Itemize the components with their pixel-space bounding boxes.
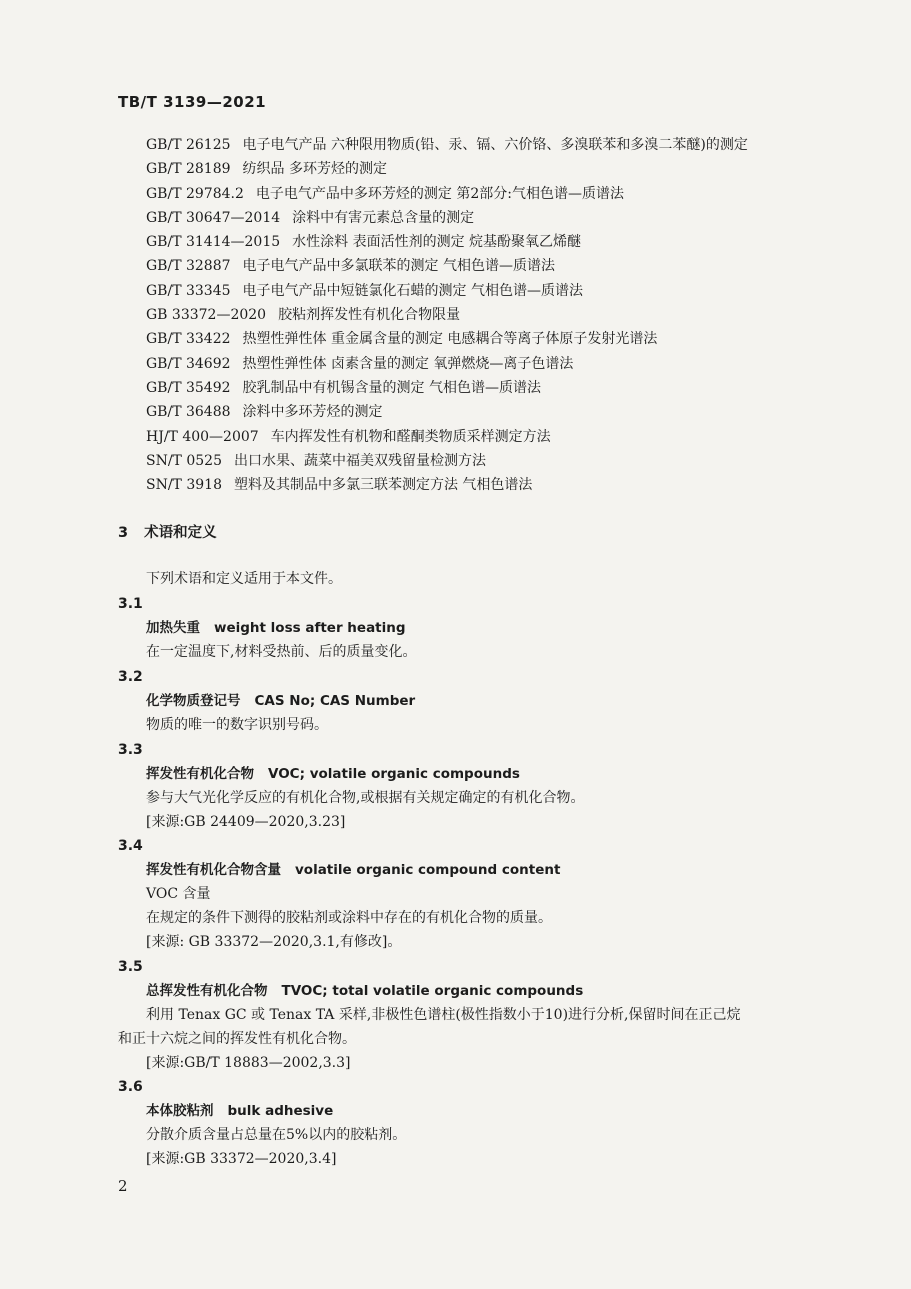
section-intro: 下列术语和定义适用于本文件。 — [146, 571, 342, 587]
term-name: 加热失重 weight loss after heating — [146, 620, 406, 636]
term-number: 3.4 — [118, 838, 143, 854]
reference-item: SN/T 0525 出口水果、蔬菜中福美双残留量检测方法 — [146, 452, 486, 469]
page-number: 2 — [118, 1177, 128, 1195]
reference-item: GB/T 33422 热塑性弹性体 重金属含量的测定 电感耦合等离子体原子发射光谱法 — [146, 331, 658, 348]
term-number: 3.3 — [118, 742, 143, 758]
term-alt-name: VOC 含量 — [146, 886, 211, 902]
reference-item: GB/T 34692 热塑性弹性体 卤素含量的测定 氧弹燃烧—离子色谱法 — [146, 355, 574, 372]
term-source: [来源: GB 33372—2020,3.1,有修改]。 — [146, 934, 402, 950]
term-definition: 参与大气光化学反应的有机化合物,或根据有关规定确定的有机化合物。 — [146, 790, 585, 806]
reference-item: HJ/T 400—2007 车内挥发性有机物和醛酮类物质采样测定方法 — [146, 428, 551, 445]
term-entry — [118, 955, 828, 1075]
term-name: 挥发性有机化合物含量 volatile organic compound content — [146, 862, 561, 878]
term-entry — [118, 1075, 828, 1171]
term-definition: 在一定温度下,材料受热前、后的质量变化。 — [146, 644, 417, 660]
term-definition-continued: 和正十六烷之间的挥发性有机化合物。 — [118, 1031, 356, 1047]
term-number: 3.1 — [118, 596, 143, 612]
reference-item: GB/T 36488 涂料中多环芳烃的测定 — [146, 404, 383, 421]
standard-code-header: TB/T 3139—2021 — [118, 93, 267, 111]
term-name: 总挥发性有机化合物 TVOC; total volatile organic compounds — [146, 983, 584, 999]
reference-item: GB/T 32887 电子电气产品中多氯联苯的测定 气相色谱—质谱法 — [146, 258, 555, 275]
term-number: 3.6 — [118, 1079, 143, 1095]
term-entry — [118, 665, 828, 737]
term-name: 挥发性有机化合物 VOC; volatile organic compounds — [146, 766, 520, 782]
term-definition: 分散介质含量占总量在5%以内的胶粘剂。 — [146, 1127, 407, 1143]
reference-item: GB 33372—2020 胶粘剂挥发性有机化合物限量 — [146, 307, 461, 324]
reference-item: GB/T 28189 纺织品 多环芳烃的测定 — [146, 161, 387, 178]
section-3-heading — [118, 521, 217, 542]
term-name: 化学物质登记号 CAS No; CAS Number — [146, 693, 416, 709]
term-definition: 物质的唯一的数字识别号码。 — [146, 717, 328, 733]
reference-item: GB/T 33345 电子电气产品中短链氯化石蜡的测定 气相色谱—质谱法 — [146, 282, 583, 299]
normative-references-list — [146, 133, 846, 497]
reference-item: GB/T 30647—2014 涂料中有害元素总含量的测定 — [146, 209, 475, 226]
term-source: [来源:GB 33372—2020,3.4] — [146, 1151, 337, 1167]
reference-item: GB/T 26125 电子电气产品 六种限用物质(铅、汞、镉、六价铬、多溴联苯和多溴二苯醚)的测定 — [146, 137, 748, 153]
term-name: 本体胶粘剂 bulk adhesive — [146, 1103, 334, 1119]
term-source: [来源:GB 24409—2020,3.23] — [146, 814, 346, 830]
reference-item: GB/T 29784.2 电子电气产品中多环芳烃的测定 第2部分:气相色谱—质谱法 — [146, 185, 624, 202]
term-definition: 在规定的条件下测得的胶粘剂或涂料中存在的有机化合物的质量。 — [146, 910, 552, 926]
term-entry — [118, 834, 828, 954]
section-number: 3 — [118, 525, 129, 541]
term-entry — [118, 592, 828, 664]
term-source: [来源:GB/T 18883—2002,3.3] — [146, 1055, 351, 1071]
term-definition: 利用 Tenax GC 或 Tenax TA 采样,非极性色谱柱(极性指数小于10)进行分析,保留时间在正己烷 — [146, 1007, 741, 1023]
term-number: 3.2 — [118, 669, 143, 685]
reference-item: GB/T 31414—2015 水性涂料 表面活性剂的测定 烷基酚聚氧乙烯醚 — [146, 234, 582, 251]
section-title: 术语和定义 — [144, 525, 217, 541]
term-number: 3.5 — [118, 959, 143, 975]
reference-item: SN/T 3918 塑料及其制品中多氯三联苯测定方法 气相色谱法 — [146, 477, 533, 494]
term-entry — [118, 738, 828, 834]
reference-item: GB/T 35492 胶乳制品中有机锡含量的测定 气相色谱—质谱法 — [146, 379, 541, 396]
